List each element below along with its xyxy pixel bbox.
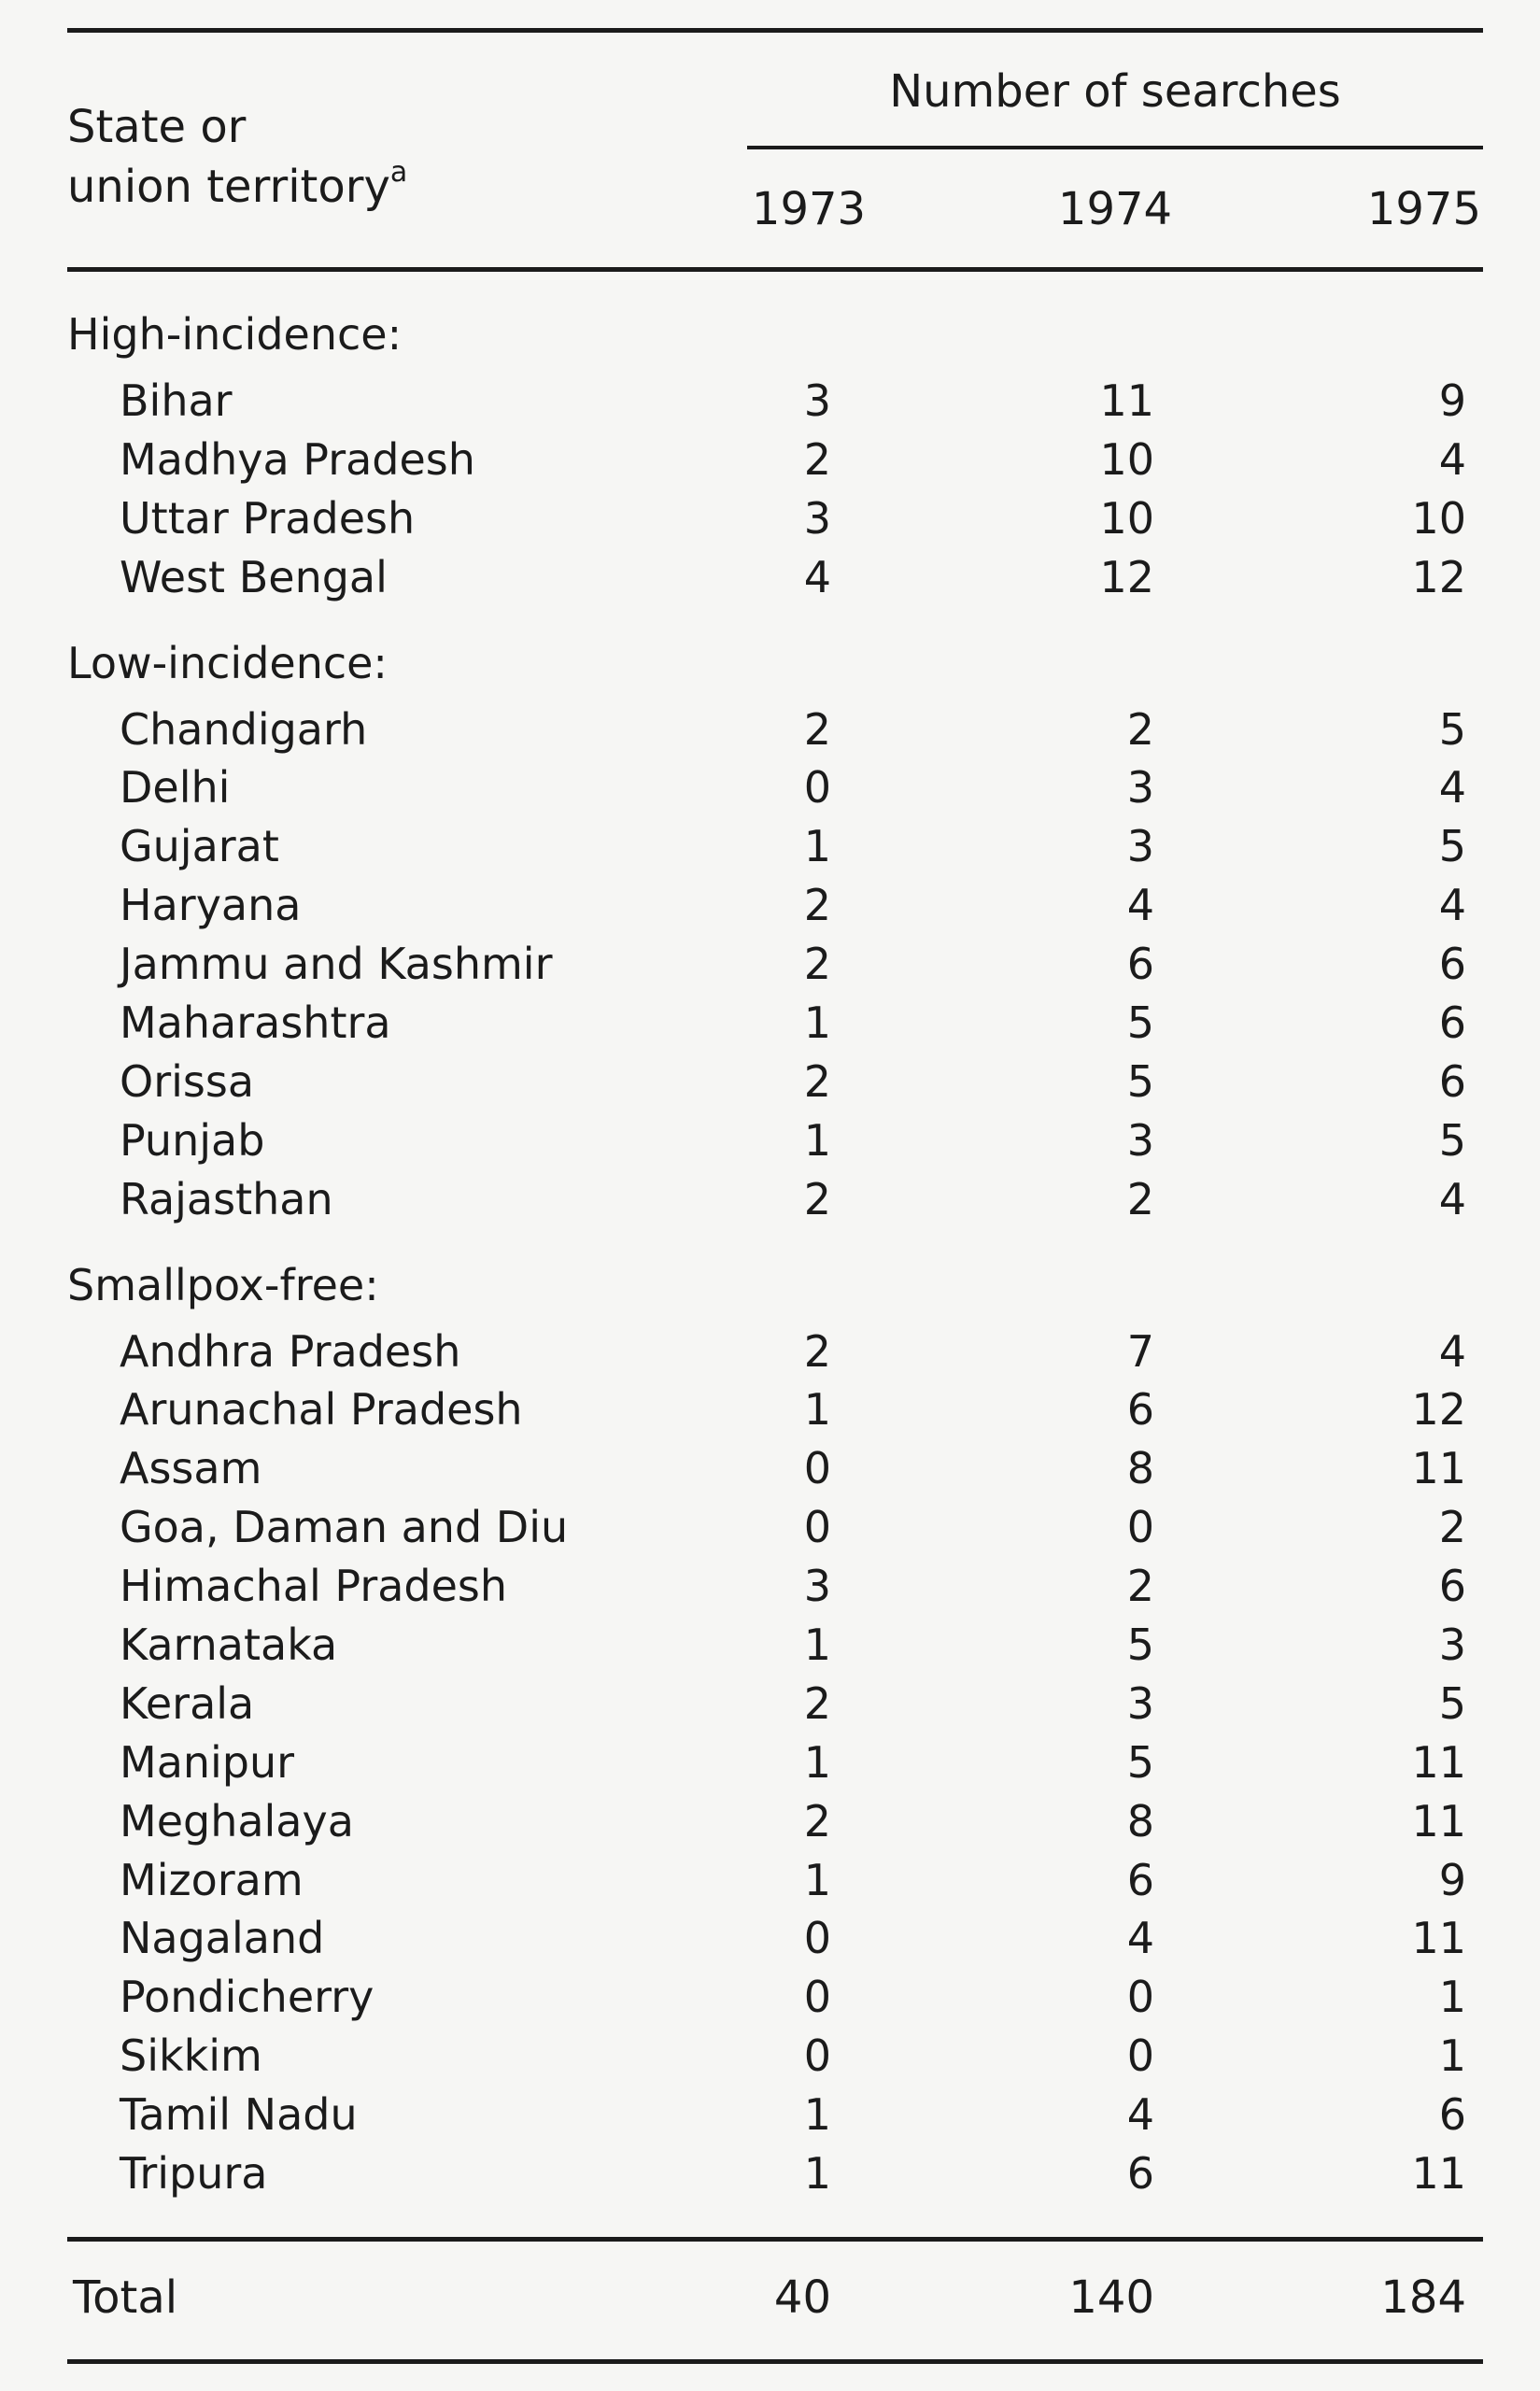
state-name: Chandigarh	[120, 703, 368, 755]
state-name: Madhya Pradesh	[120, 433, 475, 485]
value-1975: 4	[1438, 433, 1466, 485]
state-name: Uttar Pradesh	[120, 492, 416, 544]
column-label-line2	[67, 157, 407, 217]
value-1974: 6	[1126, 939, 1154, 990]
state-name: Sikkim	[120, 2030, 262, 2082]
value-1975: 1	[1438, 1972, 1466, 2023]
value-1973: 2	[803, 1677, 831, 1729]
state-name: Haryana	[120, 880, 302, 931]
table-row	[0, 489, 1540, 548]
table-row	[0, 1323, 1540, 1381]
value-1974: 2	[1126, 1173, 1154, 1224]
value-1974: 5	[1126, 997, 1154, 1049]
state-name: Tamil Nadu	[120, 2089, 358, 2141]
value-1975: 4	[1438, 1173, 1466, 1224]
value-1974: 5	[1126, 1736, 1154, 1788]
value-1973: 1	[803, 1854, 831, 1905]
value-1973: 2	[803, 1795, 831, 1846]
value-1974: 2	[1126, 1561, 1154, 1612]
value-1973: 1	[803, 821, 831, 872]
table-row	[0, 2144, 1540, 2203]
value-1973: 2	[803, 880, 831, 931]
value-1974: 3	[1126, 1677, 1154, 1729]
value-1975: 6	[1438, 997, 1466, 1049]
value-1973: 2	[803, 1325, 831, 1377]
value-1974: 6	[1126, 2148, 1154, 2200]
value-1975: 4	[1438, 762, 1466, 814]
value-1973: 0	[803, 1972, 831, 2023]
table-row	[0, 700, 1540, 759]
state-name: Nagaland	[120, 1913, 325, 1964]
bottom-rule	[67, 2359, 1483, 2364]
value-1974: 3	[1126, 1114, 1154, 1166]
value-1975: 5	[1438, 703, 1466, 755]
value-1974: 10	[1099, 492, 1154, 544]
footnote-marker: a	[389, 156, 408, 189]
value-1973: 0	[803, 1502, 831, 1553]
total-1973: 40	[773, 2271, 831, 2324]
value-1974: 4	[1126, 2089, 1154, 2141]
value-1973: 0	[803, 1913, 831, 1964]
column-label-text: union territory	[67, 161, 390, 213]
value-1974: 2	[1126, 703, 1154, 755]
state-name: Mizoram	[120, 1854, 304, 1905]
state-name: West Bengal	[120, 551, 388, 602]
value-1974: 4	[1126, 1913, 1154, 1964]
value-1974: 10	[1099, 433, 1154, 485]
value-1974: 0	[1126, 1502, 1154, 1553]
state-name: Maharashtra	[120, 997, 391, 1049]
year-header-1973: 1973	[751, 183, 867, 235]
value-1973: 0	[803, 2030, 831, 2082]
table-row	[0, 935, 1540, 994]
state-name: Manipur	[120, 1736, 295, 1788]
value-1974: 12	[1099, 551, 1154, 602]
value-1973: 1	[803, 1384, 831, 1436]
value-1973: 3	[803, 492, 831, 544]
table-row	[0, 1111, 1540, 1170]
table-row	[0, 1909, 1540, 1968]
state-name: Tripura	[120, 2148, 268, 2200]
table-row	[0, 2027, 1540, 2086]
value-1975: 11	[1411, 1913, 1466, 1964]
value-1973: 0	[803, 762, 831, 814]
group-spacer	[0, 1229, 1540, 1248]
value-1974: 5	[1126, 1620, 1154, 1671]
table-row	[0, 758, 1540, 817]
total-1974: 140	[1068, 2271, 1154, 2324]
value-1975: 11	[1411, 1443, 1466, 1494]
state-name: Andhra Pradesh	[120, 1325, 461, 1377]
value-1975: 6	[1438, 939, 1466, 990]
value-1973: 1	[803, 2148, 831, 2200]
value-1973: 2	[803, 939, 831, 990]
table-body	[0, 297, 1540, 2203]
table-row	[0, 431, 1540, 489]
table-row	[0, 372, 1540, 431]
table-row	[0, 817, 1540, 876]
value-1974: 0	[1126, 2030, 1154, 2082]
value-1975: 6	[1438, 1055, 1466, 1107]
table-row	[0, 1380, 1540, 1439]
value-1975: 1	[1438, 2030, 1466, 2082]
state-name: Goa, Daman and Diu	[120, 1502, 569, 1553]
value-1975: 6	[1438, 2089, 1466, 2141]
year-header-1974: 1974	[1057, 183, 1173, 235]
value-1974: 11	[1099, 375, 1154, 426]
value-1973: 1	[803, 1620, 831, 1671]
value-1973: 0	[803, 1443, 831, 1494]
table-row	[0, 1439, 1540, 1498]
value-1974: 0	[1126, 1972, 1154, 2023]
table-row	[0, 1616, 1540, 1675]
value-1975: 5	[1438, 1114, 1466, 1166]
value-1974: 3	[1126, 762, 1154, 814]
table-row	[0, 548, 1540, 607]
state-name: Orissa	[120, 1055, 255, 1107]
value-1973: 1	[803, 1736, 831, 1788]
group-spacer	[0, 607, 1540, 626]
value-1973: 1	[803, 2089, 831, 2141]
value-1975: 4	[1438, 1325, 1466, 1377]
table-row	[0, 1498, 1540, 1557]
table-row	[0, 1851, 1540, 1910]
value-1975: 4	[1438, 880, 1466, 931]
state-name: Rajasthan	[120, 1173, 333, 1224]
value-1973: 2	[803, 703, 831, 755]
value-1975: 9	[1438, 375, 1466, 426]
value-1974: 8	[1126, 1795, 1154, 1846]
state-name: Assam	[120, 1443, 262, 1494]
header-rule	[67, 267, 1483, 272]
table-row	[0, 1053, 1540, 1111]
value-1973: 4	[803, 551, 831, 602]
group-heading: Smallpox-free:	[67, 1259, 379, 1310]
value-1974: 8	[1126, 1443, 1154, 1494]
column-label-line1: State or	[67, 101, 247, 153]
state-name: Jammu and Kashmir	[120, 939, 553, 990]
value-1975: 11	[1411, 2148, 1466, 2200]
value-1974: 6	[1126, 1854, 1154, 1905]
total-row	[0, 2260, 1540, 2335]
state-name: Delhi	[120, 762, 231, 814]
total-1975: 184	[1380, 2271, 1466, 2324]
total-label: Total	[73, 2271, 178, 2324]
group-heading: High-incidence:	[67, 309, 403, 360]
value-1975: 12	[1411, 1384, 1466, 1436]
value-1975: 2	[1438, 1502, 1466, 1553]
value-1973: 3	[803, 1561, 831, 1612]
value-1974: 3	[1126, 821, 1154, 872]
table-row	[0, 1170, 1540, 1229]
value-1975: 3	[1438, 1620, 1466, 1671]
spanner-heading: Number of searches	[889, 65, 1341, 118]
table-row	[0, 1968, 1540, 2027]
table-row	[0, 1733, 1540, 1792]
value-1973: 2	[803, 433, 831, 485]
value-1975: 11	[1411, 1736, 1466, 1788]
table-row	[0, 1792, 1540, 1851]
state-name: Meghalaya	[120, 1795, 354, 1846]
value-1973: 2	[803, 1173, 831, 1224]
value-1974: 4	[1126, 880, 1154, 931]
top-rule	[67, 28, 1483, 33]
year-header-1975: 1975	[1366, 183, 1481, 235]
value-1975: 6	[1438, 1561, 1466, 1612]
table-row	[0, 2086, 1540, 2144]
value-1973: 2	[803, 1055, 831, 1107]
table-row	[0, 1557, 1540, 1616]
state-name: Arunachal Pradesh	[120, 1384, 523, 1436]
value-1975: 5	[1438, 821, 1466, 872]
table-row	[0, 994, 1540, 1053]
value-1973: 1	[803, 1114, 831, 1166]
state-name: Karnataka	[120, 1620, 338, 1671]
value-1975: 9	[1438, 1854, 1466, 1905]
value-1974: 7	[1126, 1325, 1154, 1377]
total-rule	[67, 2237, 1483, 2242]
value-1975: 10	[1411, 492, 1466, 544]
group-heading: Low-incidence:	[67, 637, 388, 688]
value-1975: 11	[1411, 1795, 1466, 1846]
value-1973: 1	[803, 997, 831, 1049]
value-1973: 3	[803, 375, 831, 426]
value-1975: 12	[1411, 551, 1466, 602]
state-name: Kerala	[120, 1677, 255, 1729]
state-name: Gujarat	[120, 821, 279, 872]
table-row	[0, 876, 1540, 935]
state-name: Punjab	[120, 1114, 265, 1166]
table-row	[0, 1675, 1540, 1733]
value-1975: 5	[1438, 1677, 1466, 1729]
value-1974: 5	[1126, 1055, 1154, 1107]
state-name: Pondicherry	[120, 1972, 374, 2023]
state-name: Himachal Pradesh	[120, 1561, 508, 1612]
value-1974: 6	[1126, 1384, 1154, 1436]
state-name: Bihar	[120, 375, 233, 426]
spanner-rule	[747, 146, 1483, 149]
